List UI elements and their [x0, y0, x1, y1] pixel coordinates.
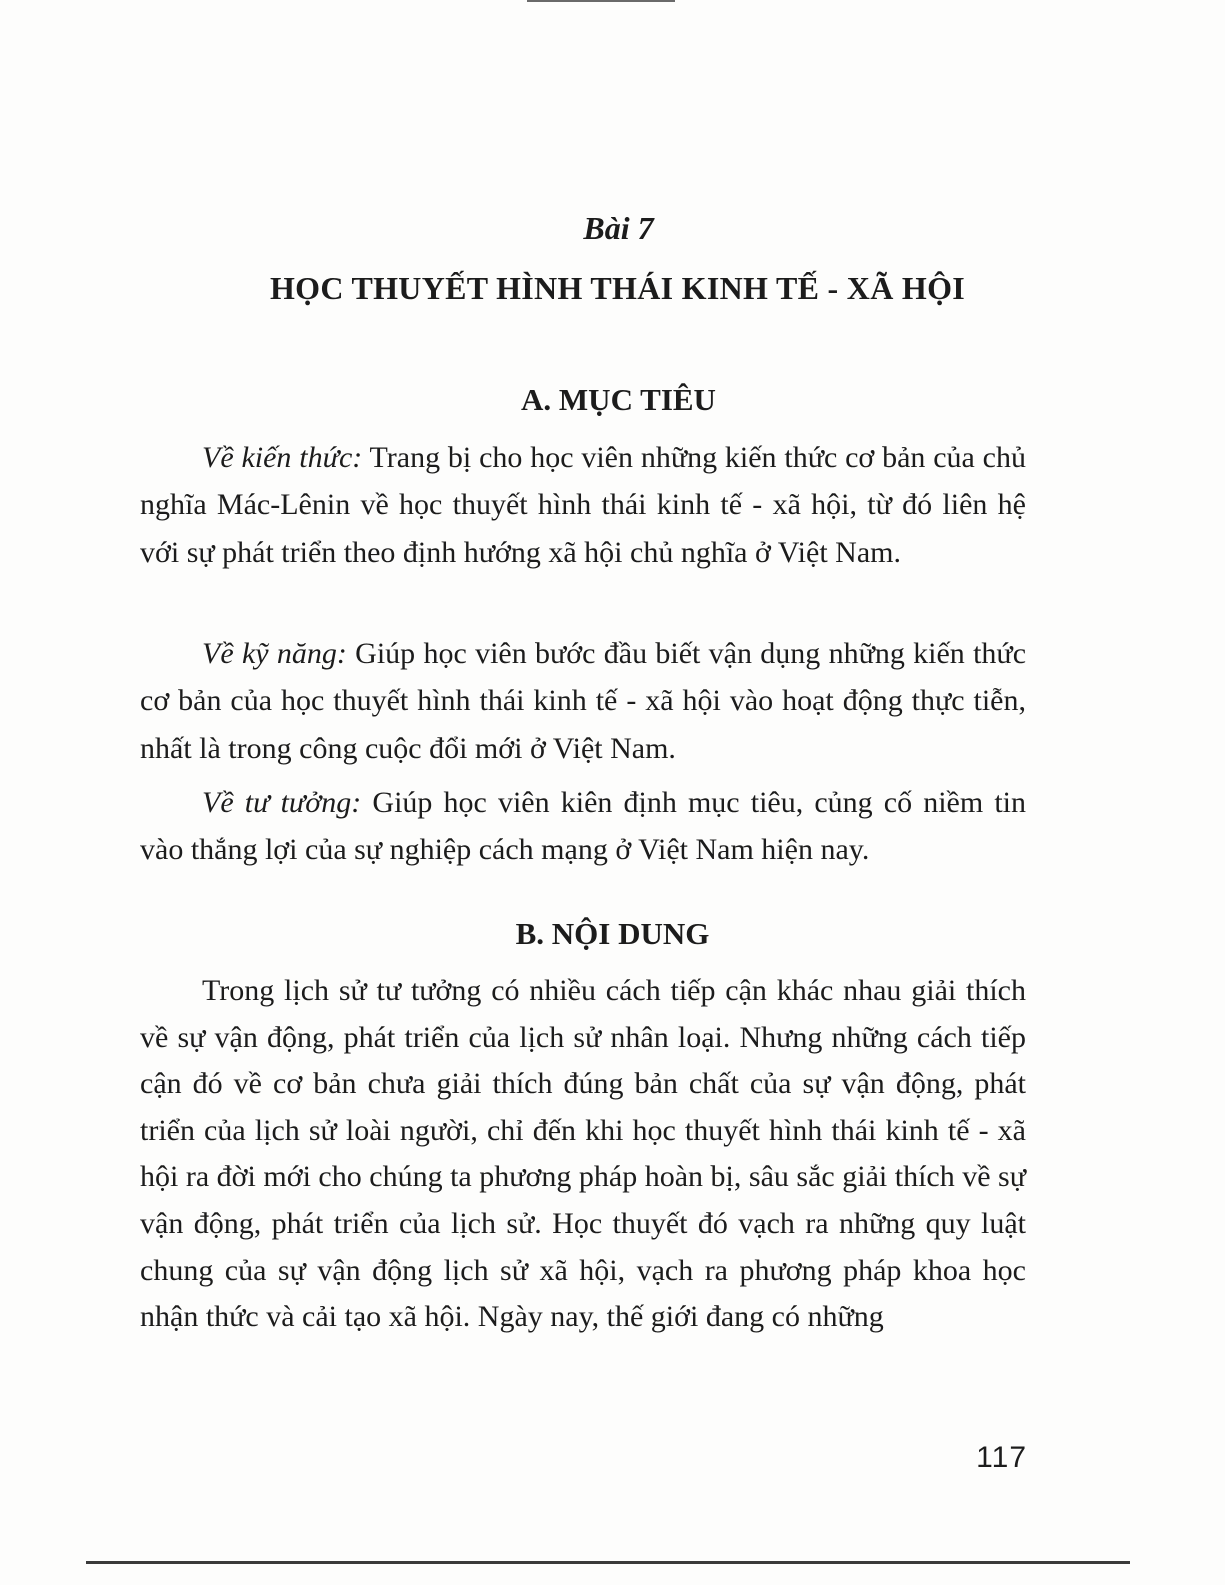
objective-knowledge-label: Về kiến thức:: [202, 441, 363, 474]
objective-knowledge-text: Trang bị cho học viên những kiến thức cơ bản của chủ nghĩa Mác-Lênin về học thuyết hình thái kinh tế - xã hội, từ đó liên hệ với sự phát triển theo định hướng xã hội chủ nghĩa ở Việt Nam.: [140, 441, 1026, 569]
objective-ideology-text: Giúp học viên kiên định mục tiêu, củng cố niềm tin vào thắng lợi của sự nghiệp cách mạng ở Việt Nam hiện nay.: [140, 786, 1026, 867]
objective-skills-label: Về kỹ năng:: [202, 637, 347, 670]
lesson-title: HỌC THUYẾT HÌNH THÁI KINH TẾ - XÃ HỘI: [269, 270, 966, 306]
page-number: 117: [976, 1441, 1027, 1474]
objective-skills-text: Giúp học viên bước đầu biết vận dụng những kiến thức cơ bản của học thuyết hình thái kinh tế - xã hội vào hoạt động thực tiễn, nhất là trong công cuộc đổi mới ở Việt Nam.: [140, 637, 1027, 765]
objective-knowledge: [140, 434, 1026, 576]
objective-skills: [140, 630, 1026, 772]
section-b-heading: B. NỘI DUNG: [515, 916, 710, 951]
lesson-label: Bài 7: [583, 210, 654, 246]
top-rule: [527, 0, 675, 2]
objective-ideology: [140, 779, 1026, 874]
objective-ideology-label: Về tư tưởng:: [202, 786, 362, 819]
bottom-rule: [86, 1561, 1130, 1564]
section-a-heading: A. MỤC TIÊU: [521, 382, 716, 417]
content-paragraph: Trong lịch sử tư tưởng có nhiều cách tiếp cận khác nhau giải thích về sự vận động, phát triển của lịch sử nhân loại. Nhưng những cách tiếp cận đó về cơ bản chưa giải thích đúng bản chất của sự vận động, phát triển của lịch sử loài người, chỉ đến khi học thuyết hình thái kinh tế - xã hội ra đời mới cho chúng ta phương pháp hoàn bị, sâu sắc giải thích về sự vận động, phát triển của lịch sử. Học thuyết đó vạch ra những quy luật chung của sự vận động lịch sử xã hội, vạch ra phương pháp khoa học nhận thức và cải tạo xã hội. Ngày nay, thế giới đang có những: [140, 974, 1026, 1334]
